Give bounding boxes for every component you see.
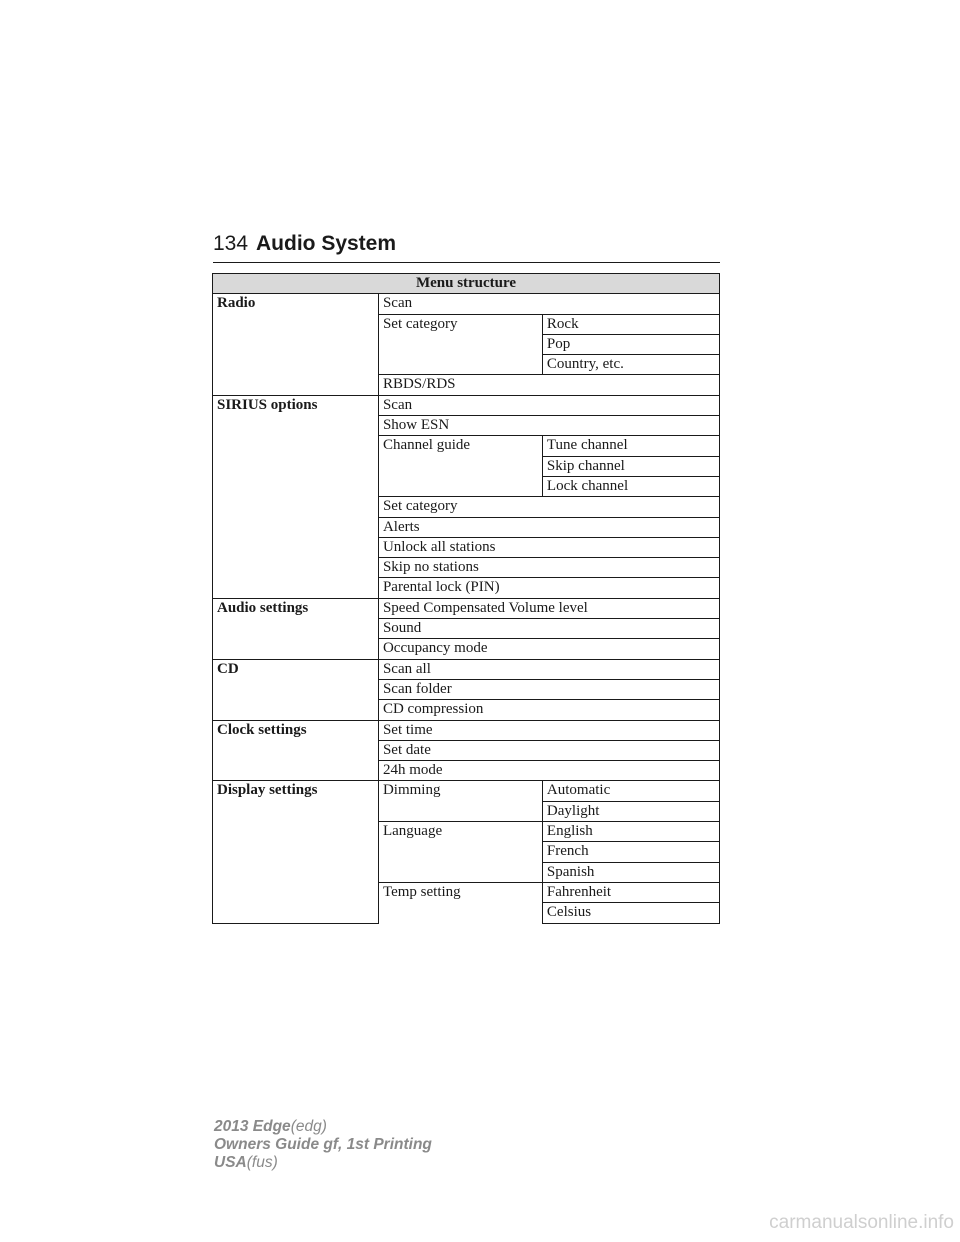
menu-item: Set category [378, 314, 542, 375]
menu-item: Show ESN [378, 416, 719, 436]
footer-market-code: (fus) [246, 1154, 278, 1171]
menu-item: RBDS/RDS [378, 375, 719, 395]
menu-option: Rock [542, 314, 719, 334]
page-header [213, 230, 720, 263]
category-sirius-options: SIRIUS options [213, 395, 379, 598]
table-row [213, 395, 720, 415]
menu-item: Parental lock (PIN) [378, 578, 719, 598]
menu-item: Channel guide [378, 436, 542, 497]
menu-item: Unlock all stations [378, 537, 719, 557]
menu-item: CD compression [378, 700, 719, 720]
footer-line-1 [214, 1118, 432, 1136]
menu-item: Scan [378, 294, 719, 314]
page-number: 134 [213, 232, 249, 255]
menu-option: French [542, 842, 719, 862]
menu-item: Scan folder [378, 679, 719, 699]
table-title: Menu structure [213, 274, 720, 294]
menu-item: Alerts [378, 517, 719, 537]
menu-option: English [542, 822, 719, 842]
menu-item: Scan all [378, 659, 719, 679]
menu-item: Speed Compensated Volume level [378, 598, 719, 618]
menu-item: Set date [378, 740, 719, 760]
category-cd: CD [213, 659, 379, 720]
menu-item: 24h mode [378, 761, 719, 781]
footer-model-code: (edg) [290, 1118, 327, 1135]
menu-item: Skip no stations [378, 558, 719, 578]
footer-model: 2013 Edge [214, 1118, 291, 1135]
footer-guide: Owners Guide gf, 1st Printing [214, 1136, 432, 1153]
footer-line-2 [214, 1136, 432, 1154]
table-row [213, 720, 720, 740]
menu-option: Pop [542, 334, 719, 354]
watermark: carmanualsonline.info [769, 1212, 954, 1233]
menu-item: Occupancy mode [378, 639, 719, 659]
menu-option: Daylight [542, 801, 719, 821]
footer-market: USA [214, 1154, 247, 1171]
table-row [213, 598, 720, 618]
table-row [213, 659, 720, 679]
menu-item: Dimming [378, 781, 542, 822]
document-footer [214, 1118, 432, 1172]
menu-option: Country, etc. [542, 355, 719, 375]
menu-item: Set category [378, 497, 719, 517]
category-audio-settings: Audio settings [213, 598, 379, 659]
menu-item: Scan [378, 395, 719, 415]
category-radio: Radio [213, 294, 379, 395]
menu-option: Spanish [542, 862, 719, 882]
menu-option: Automatic [542, 781, 719, 801]
footer-line-3 [214, 1154, 432, 1172]
menu-option: Lock channel [542, 476, 719, 496]
menu-item: Temp setting [378, 882, 542, 923]
category-clock-settings: Clock settings [213, 720, 379, 781]
menu-option: Fahrenheit [542, 882, 719, 902]
menu-option: Tune channel [542, 436, 719, 456]
menu-item: Language [378, 822, 542, 883]
table-row [213, 781, 720, 801]
menu-option: Celsius [542, 903, 719, 923]
category-display-settings: Display settings [213, 781, 379, 923]
menu-structure-table [212, 273, 720, 924]
menu-option: Skip channel [542, 456, 719, 476]
menu-item: Sound [378, 619, 719, 639]
section-title: Audio System [256, 232, 397, 255]
menu-item: Set time [378, 720, 719, 740]
table-row [213, 294, 720, 314]
table-header-row [213, 274, 720, 294]
